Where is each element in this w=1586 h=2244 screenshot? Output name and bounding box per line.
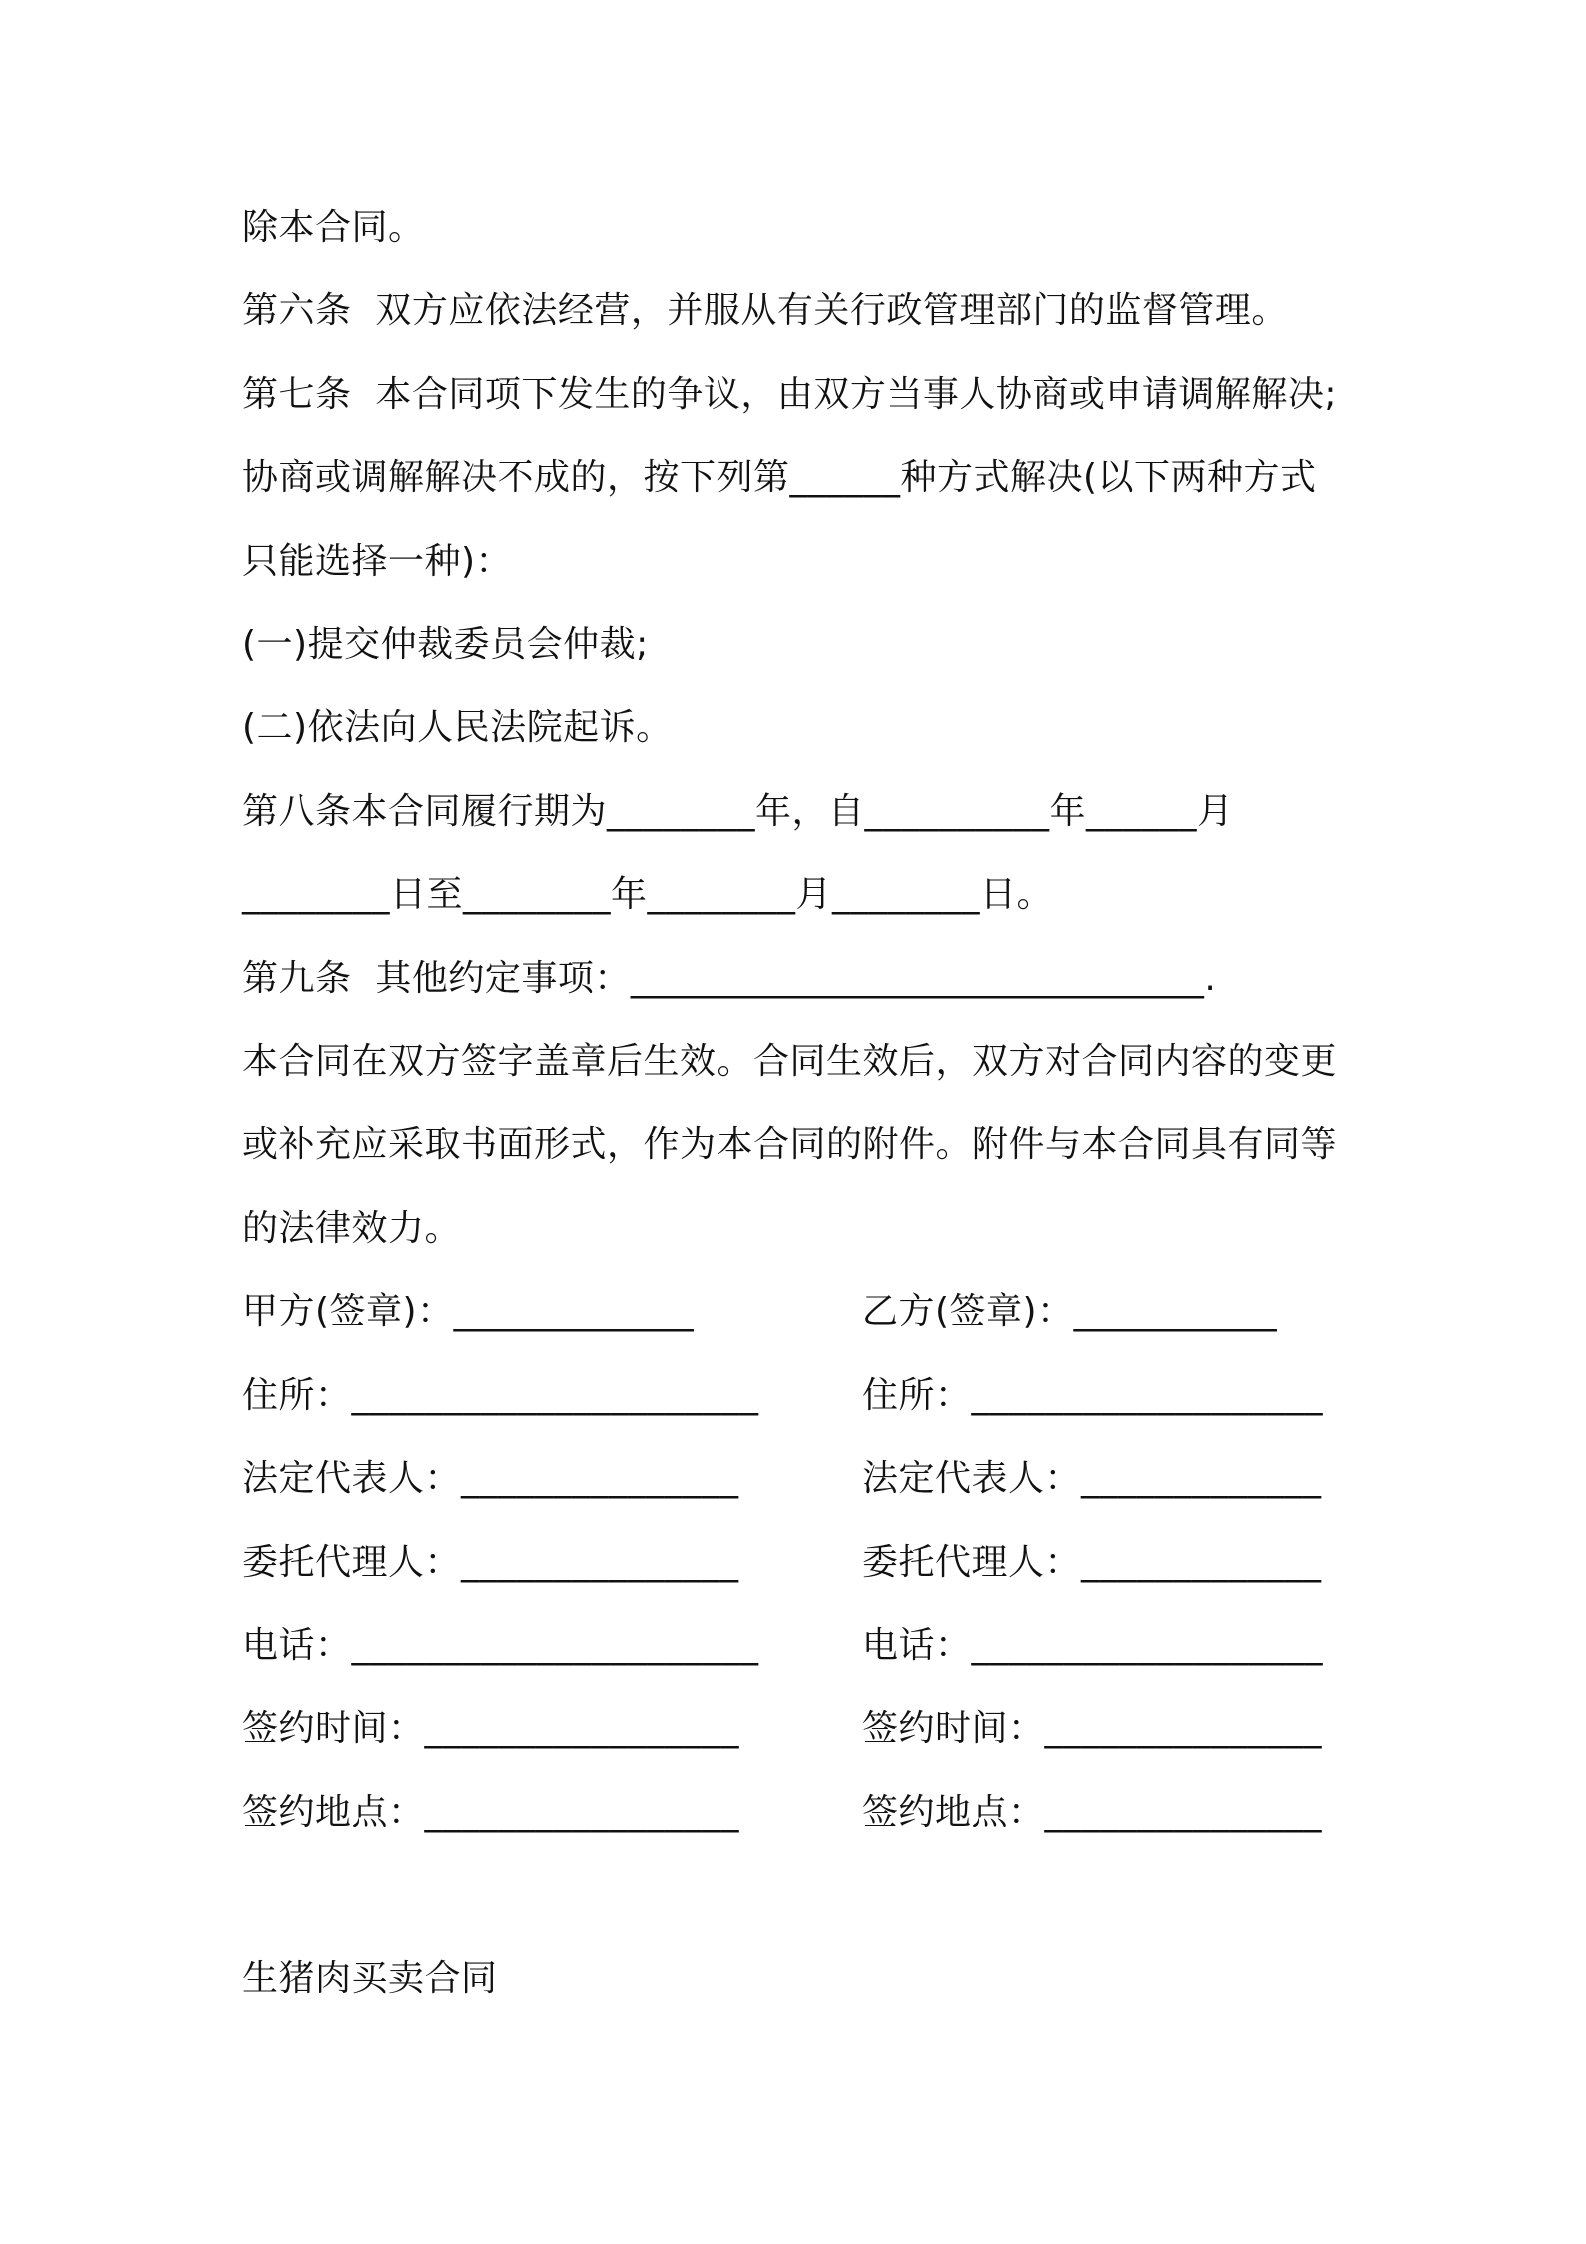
paragraph-line: 只能选择一种)：	[242, 541, 513, 582]
paragraph-line: 或补充应采取书面形式，作为本合同的附件。附件与本合同具有同等	[242, 1124, 1338, 1165]
option-court: (二)依法向人民法院起诉。	[242, 707, 673, 748]
party-a-agent: 委托代理人：_______________	[242, 1542, 739, 1583]
party-a-address: 住所：______________________	[242, 1375, 759, 1416]
paragraph-line: ________日至________年________月________日。	[242, 874, 1054, 915]
party-b-sign-place: 签约地点：_______________	[862, 1792, 1323, 1833]
party-a-legal-rep: 法定代表人：_______________	[242, 1458, 739, 1499]
paragraph-line: 的法律效力。	[242, 1208, 462, 1249]
party-a-sign-place: 签约地点：_________________	[242, 1792, 740, 1833]
paragraph-line: 协商或调解解决不成的，按下列第______种方式解决(以下两种方式	[242, 457, 1317, 498]
party-a-sign-time: 签约时间：_________________	[242, 1708, 740, 1749]
effect-clause: 本合同在双方签字盖章后生效。合同生效后，双方对合同内容的变更	[242, 1041, 1338, 1082]
next-document-title: 生猪肉买卖合同	[242, 1958, 498, 1999]
article-9: 第九条 其他约定事项：_______________________________.	[242, 958, 1217, 999]
party-a-seal: 甲方(签章)：_____________	[242, 1291, 695, 1332]
party-b-legal-rep: 法定代表人：_____________	[862, 1458, 1322, 1499]
article-8: 第八条本合同履行期为________年，自__________年______月	[242, 791, 1234, 832]
party-b-agent: 委托代理人：_____________	[862, 1542, 1322, 1583]
option-arbitration: (一)提交仲裁委员会仲裁;	[242, 624, 649, 665]
party-a-phone: 电话：______________________	[242, 1625, 759, 1666]
article-6: 第六条 双方应依法经营，并服从有关行政管理部门的监督管理。	[242, 290, 1288, 331]
paragraph-line: 除本合同。	[242, 207, 425, 248]
party-b-phone: 电话：___________________	[862, 1625, 1324, 1666]
article-7: 第七条 本合同项下发生的争议，由双方当事人协商或申请调解解决;	[242, 374, 1338, 415]
party-b-sign-time: 签约时间：_______________	[862, 1708, 1323, 1749]
party-b-seal: 乙方(签章)：___________	[862, 1291, 1278, 1332]
party-b-address: 住所：___________________	[862, 1375, 1324, 1416]
